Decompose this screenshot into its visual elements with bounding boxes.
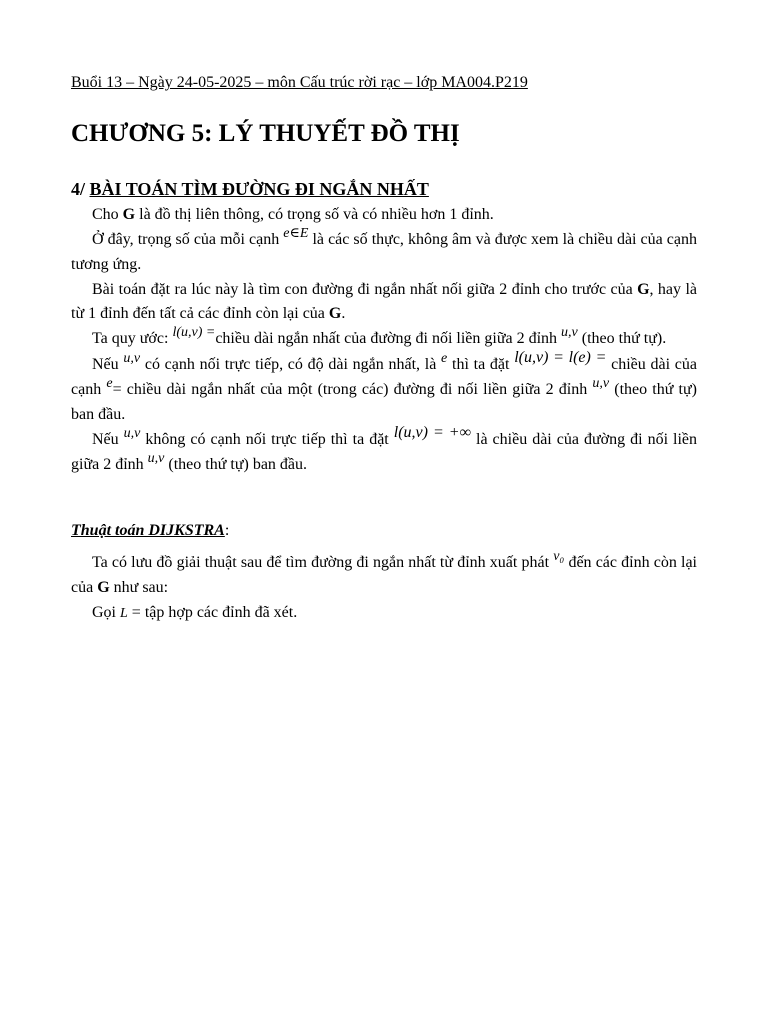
text-run: là đồ thị liên thông, có trọng số và có nhiều hơn 1 đỉnh.: [135, 206, 494, 223]
text-run: Nếu: [92, 431, 124, 448]
text-run: có cạnh nối trực tiếp, có độ dài ngắn nhất, là: [140, 356, 442, 373]
algorithm-title: Thuật toán DIJKSTRA: [71, 522, 225, 539]
text-run: (theo thứ tự) ban đầu.: [164, 456, 308, 473]
algorithm-colon: :: [224, 522, 230, 539]
graph-symbol: G: [97, 579, 110, 596]
paragraph-6: [71, 424, 698, 478]
paragraph-3: [71, 278, 697, 326]
text-run: .: [341, 305, 346, 322]
chapter-title: CHƯƠNG 5: LÝ THUYẾT ĐỒ THỊ: [71, 120, 460, 147]
text-run: Bài toán đặt ra lúc này là tìm con đường đi ngắn nhất nối giữa 2 đỉnh cho trước của: [92, 281, 638, 298]
text-run: đến các đỉnh còn lại của: [71, 554, 698, 596]
math-expression: u,v: [147, 451, 165, 466]
algorithm-body: [71, 551, 697, 626]
math-expression: l(u,v) = l(e) =: [514, 349, 607, 366]
math-expression: u,v: [123, 426, 141, 441]
math-expression: e: [441, 351, 448, 366]
paragraph-5: [71, 349, 698, 427]
math-expression: L: [120, 606, 128, 621]
graph-symbol: G: [637, 281, 650, 298]
section-number: 4/: [71, 179, 90, 199]
graph-symbol: G: [122, 206, 136, 223]
section-body: [71, 203, 697, 478]
math-expression: e∈E: [283, 226, 309, 241]
text-run: không có cạnh nối trực tiếp thì ta đặt: [140, 431, 394, 448]
section-title: BÀI TOÁN TÌM ĐƯỜNG ĐI NGẮN NHẤT: [89, 179, 429, 199]
text-run: thì ta đặt: [447, 356, 515, 373]
section-heading: [71, 179, 429, 200]
text-run: Ở đây, trọng số của mỗi cạnh: [92, 231, 284, 248]
text-run: (theo thứ tự) ban đầu.: [71, 381, 698, 423]
text-run: là chiều dài của đường đi nối liền giữa 2 đỉnh: [71, 431, 698, 473]
algorithm-heading: [71, 522, 229, 540]
math-expression: u,v: [123, 351, 141, 366]
math-expression: l(u,v) =: [172, 325, 216, 340]
lecture-header: Buổi 13 – Ngày 24-05-2025 – môn Cấu trúc rời rạc – lớp MA004.P219: [71, 74, 528, 91]
text-run: Gọi: [92, 604, 120, 621]
math-expression: l(u,v) = +∞: [393, 424, 471, 441]
math-expression: u,v: [561, 325, 578, 340]
math-expression: u,v: [592, 376, 610, 391]
text-run: = chiều dài ngắn nhất của một (trong các) đường đi nối liền giữa 2 đỉnh: [112, 381, 593, 398]
text-run: là các số thực, không âm và được xem là chiều dài của cạnh tương ứng.: [71, 231, 698, 273]
text-run: Cho: [92, 206, 123, 223]
text-run: , hay là từ 1 đỉnh đến tất cả các đỉnh còn lại của: [71, 281, 697, 322]
math-expression: v₀: [553, 549, 565, 564]
paragraph-8: [71, 601, 697, 626]
paragraph-7: [71, 551, 697, 600]
text-run: chiều dài ngắn nhất của đường đi nối liền giữa 2 đỉnh: [215, 330, 562, 347]
text-run: (theo thứ tự).: [577, 330, 667, 347]
text-run: chiều dài của cạnh: [71, 356, 697, 398]
text-run: Nếu: [92, 356, 124, 373]
text-run: = tập hợp các đỉnh đã xét.: [127, 604, 298, 621]
paragraph-2: [71, 228, 697, 277]
text-run: Ta quy ước:: [92, 330, 173, 347]
text-run: Ta có lưu đồ giải thuật sau để tìm đường đi ngắn nhất từ đỉnh xuất phát: [92, 554, 554, 571]
text-run: như sau:: [109, 579, 169, 596]
math-expression: e: [106, 376, 113, 391]
graph-symbol: G: [328, 305, 342, 322]
paragraph-1: [71, 203, 697, 227]
